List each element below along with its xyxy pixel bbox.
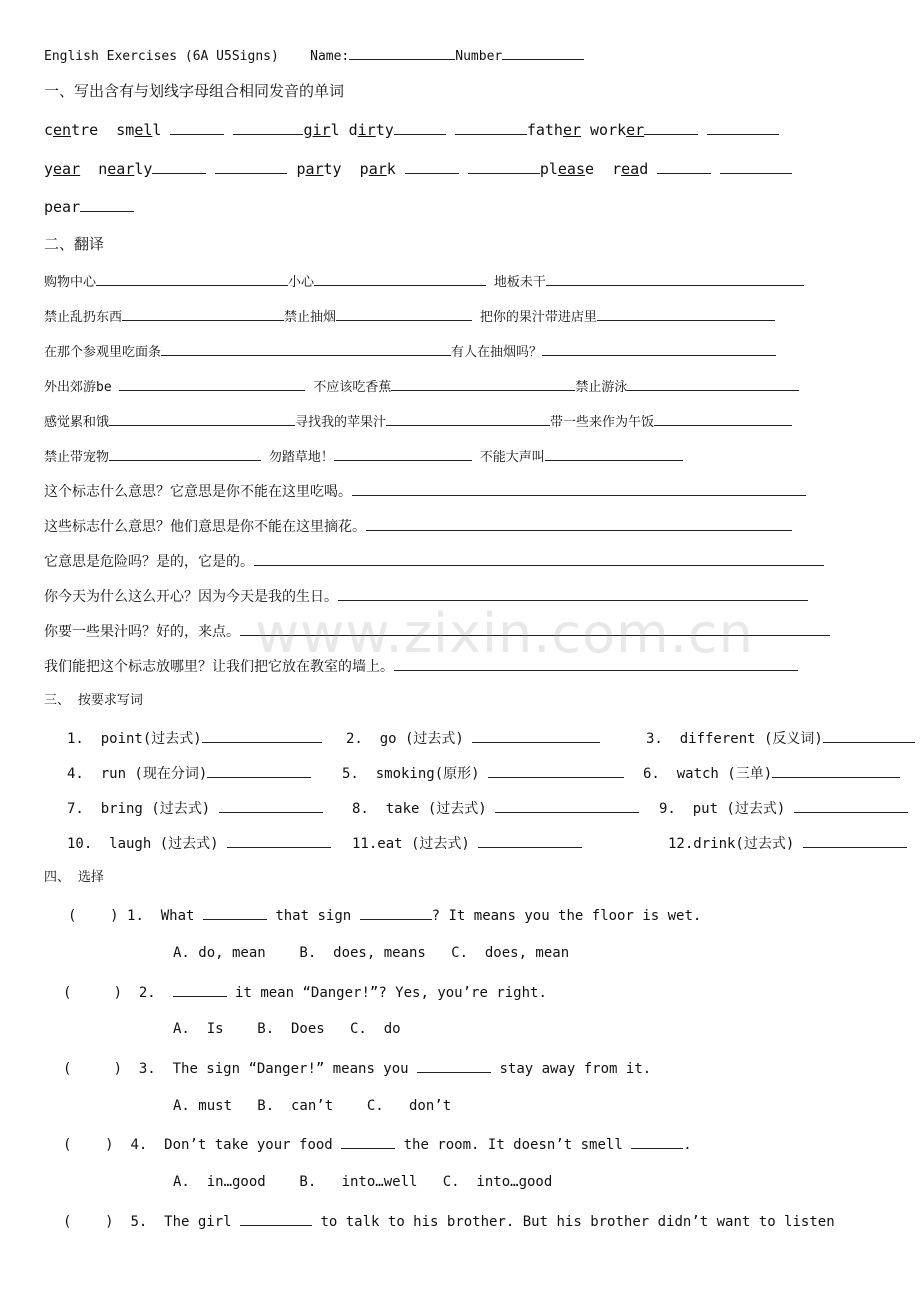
question-text: 2. [138, 985, 156, 1001]
answer-paren: ( ) [63, 1061, 123, 1077]
translate-sentence [44, 516, 792, 537]
question-5 [63, 1211, 920, 1232]
watermark: www.zixin.com.cn [255, 602, 754, 665]
translate-sentence [44, 481, 806, 502]
item-label: 1. point(过去式) [67, 731, 202, 747]
answer-blank [173, 982, 227, 997]
translate-row [44, 341, 776, 363]
answer-blank [794, 798, 908, 813]
word-form-item [67, 798, 323, 819]
item-label: 7. bring (过去式) [67, 801, 211, 817]
answer-blank [386, 411, 550, 426]
item-label: 11.eat (过去式) [352, 836, 470, 852]
number-blank [502, 45, 584, 60]
word-party: party [296, 160, 342, 178]
answer-blank [405, 159, 459, 174]
answer-blank [488, 763, 624, 778]
answer-blank [336, 306, 472, 321]
word-form-item [352, 798, 639, 819]
word-centre: centre [44, 121, 99, 139]
answer-blank [546, 271, 804, 286]
question-text: to talk to his brother. But his brother didn’t want to listen [320, 1214, 835, 1230]
translate-item: 购物中心 [44, 275, 97, 290]
translate-item: 禁止游泳 [575, 380, 628, 395]
answer-blank [240, 621, 830, 636]
answer-blank [803, 833, 907, 848]
answer-blank [495, 798, 639, 813]
answer-blank [772, 763, 900, 778]
sentence-text: 你要一些果汁吗？好的，来点。 [44, 624, 240, 640]
worksheet-title: English Exercises (6A U5Signs) [44, 49, 279, 64]
answer-blank [338, 586, 808, 601]
answer-blank [254, 551, 824, 566]
answer-blank [207, 763, 311, 778]
translate-item: 带一些来作为午饭 [550, 415, 655, 430]
section2-heading: 二、翻译 [44, 235, 105, 253]
answer-blank [352, 481, 806, 496]
answer-blank [707, 120, 779, 135]
translate-sentence [44, 621, 830, 642]
name-label: Name: [310, 49, 350, 64]
item-label: 3. different (反义词) [646, 731, 823, 747]
answer-blank [720, 159, 792, 174]
question-1 [68, 905, 701, 926]
word-dirty: dirty [348, 121, 394, 139]
question-text: . [683, 1137, 692, 1153]
phonics-row-2 [44, 159, 792, 179]
answer-blank [455, 120, 527, 135]
question-text: the room. It doesn’t smell [403, 1137, 623, 1153]
word-form-item [646, 728, 915, 749]
section1-heading: 一、写出含有与划线字母组合相同发音的单词 [44, 82, 345, 100]
translate-item: 禁止抽烟 [284, 310, 337, 325]
answer-blank [391, 376, 575, 391]
question-text: stay away from it. [499, 1061, 652, 1077]
translate-item: 把你的果汁带进店里 [479, 310, 597, 325]
word-form-item [67, 728, 322, 749]
word-nearly: nearly [98, 160, 153, 178]
question-text: 1. What [127, 908, 195, 924]
sentence-text: 这些标志什么意思？他们意思是你不能在这里摘花。 [44, 519, 366, 535]
sentence-text: 我们能把这个标志放哪里？让我们把它放在教室的墙上。 [44, 659, 394, 675]
word-please: please [539, 160, 595, 178]
answer-blank [631, 1134, 683, 1149]
answer-paren: ( ) [68, 908, 119, 924]
answer-blank [227, 833, 331, 848]
question-4 [63, 1134, 692, 1155]
item-label: 8. take (过去式) [352, 801, 487, 817]
answer-blank [203, 905, 267, 920]
translate-row [44, 446, 683, 468]
section4-heading: 四、 选择 [44, 870, 104, 885]
translate-item: 感觉累和饿 [44, 415, 110, 430]
answer-blank [657, 159, 711, 174]
translate-item: 禁止带宠物 [44, 450, 110, 465]
answer-blank [233, 120, 303, 135]
question-2-options: A. Is B. Does C. do [173, 1021, 401, 1037]
word-form-item [67, 833, 331, 854]
answer-blank [394, 656, 798, 671]
word-father: father [526, 121, 581, 139]
translate-item: 禁止乱扔东西 [44, 310, 123, 325]
answer-paren: ( ) [63, 985, 123, 1001]
sentence-text: 这个标志什么意思？它意思是你不能在这里吃喝。 [44, 484, 352, 500]
phonics-row-1 [44, 120, 779, 140]
worksheet-header [44, 45, 584, 67]
word-pear: pear [44, 198, 81, 216]
word-read: read [612, 160, 649, 178]
translate-item: 外出郊游be [44, 380, 112, 395]
item-label: 2. go (过去式) [346, 731, 464, 747]
item-label: 4. run (现在分词) [67, 766, 208, 782]
translate-item: 在那个参观里吃面条 [44, 345, 162, 360]
answer-blank [644, 120, 698, 135]
word-girl: girl [303, 121, 340, 139]
translate-row [44, 376, 799, 398]
word-form-item [668, 833, 907, 854]
question-text: that sign [275, 908, 352, 924]
question-text: 5. The girl [130, 1214, 232, 1230]
answer-blank [394, 120, 446, 135]
answer-paren: ( ) [63, 1137, 114, 1153]
word-form-item [342, 763, 624, 784]
word-form-item [659, 798, 908, 819]
translate-row [44, 411, 792, 433]
answer-blank [366, 516, 792, 531]
translate-row [44, 271, 804, 293]
answer-blank [240, 1211, 312, 1226]
word-form-item [67, 763, 311, 784]
answer-blank [597, 306, 775, 321]
item-label: 10. laugh (过去式) [67, 836, 219, 852]
answer-blank [334, 446, 472, 461]
answer-blank [119, 376, 305, 391]
answer-blank [417, 1058, 491, 1073]
answer-blank [468, 159, 540, 174]
answer-blank [654, 411, 792, 426]
question-2 [63, 982, 547, 1003]
answer-blank [152, 159, 206, 174]
answer-blank [823, 728, 915, 743]
answer-blank [545, 446, 683, 461]
answer-blank [80, 197, 134, 212]
translate-item: 勿踏草地！ [268, 450, 334, 465]
answer-blank [478, 833, 582, 848]
answer-blank [219, 798, 323, 813]
item-label: 9. put (过去式) [659, 801, 786, 817]
number-label: Number [455, 49, 503, 64]
word-year: year [44, 160, 81, 178]
answer-blank [360, 905, 432, 920]
answer-blank [542, 341, 776, 356]
translate-item: 地板未干 [493, 275, 546, 290]
answer-blank [109, 411, 295, 426]
word-worker: worker [590, 121, 645, 139]
answer-blank [109, 446, 261, 461]
translate-item: 有人在抽烟吗？ [451, 345, 543, 360]
answer-blank [341, 1134, 395, 1149]
answer-blank [170, 120, 224, 135]
name-blank [349, 45, 455, 60]
item-label: 6. watch (三单) [643, 766, 773, 782]
word-park: park [359, 160, 396, 178]
word-smell: smell [116, 121, 162, 139]
word-form-item [352, 833, 582, 854]
sentence-text: 它意思是危险吗？是的，它是的。 [44, 554, 254, 570]
word-form-item [643, 763, 900, 784]
translate-item: 不应该吃香蕉 [313, 380, 392, 395]
translate-sentence [44, 551, 824, 572]
translate-item: 小心 [288, 275, 315, 290]
answer-blank [314, 271, 486, 286]
translate-item: 寻找我的苹果汁 [295, 415, 387, 430]
question-text: 3. The sign “Danger!” means you [138, 1061, 409, 1077]
answer-blank [161, 341, 451, 356]
answer-blank [96, 271, 288, 286]
answer-blank [472, 728, 600, 743]
answer-blank [122, 306, 284, 321]
question-4-options: A. in…good B. into…well C. into…good [173, 1174, 553, 1190]
translate-row [44, 306, 775, 328]
answer-paren: ( ) [63, 1214, 114, 1230]
question-3-options: A. must B. can’t C. don’t [173, 1098, 452, 1114]
question-text: it mean “Danger!”? Yes, you’re right. [235, 985, 547, 1001]
translate-sentence [44, 656, 798, 677]
answer-blank [202, 728, 322, 743]
question-3 [63, 1058, 651, 1079]
translate-item: 不能大声叫 [479, 450, 545, 465]
phonics-row-3 [44, 197, 134, 217]
answer-blank [215, 159, 287, 174]
section3-heading: 三、 按要求写词 [44, 693, 143, 708]
item-label: 5. smoking(原形) [342, 766, 480, 782]
question-text: ? It means you the floor is wet. [431, 908, 702, 924]
answer-blank [627, 376, 799, 391]
question-1-options: A. do, mean B. does, means C. does, mean [173, 945, 570, 961]
item-label: 12.drink(过去式) [668, 836, 795, 852]
sentence-text: 你今天为什么这么开心？因为今天是我的生日。 [44, 589, 338, 605]
translate-sentence [44, 586, 808, 607]
word-form-item [346, 728, 600, 749]
question-text: 4. Don’t take your food [130, 1137, 333, 1153]
